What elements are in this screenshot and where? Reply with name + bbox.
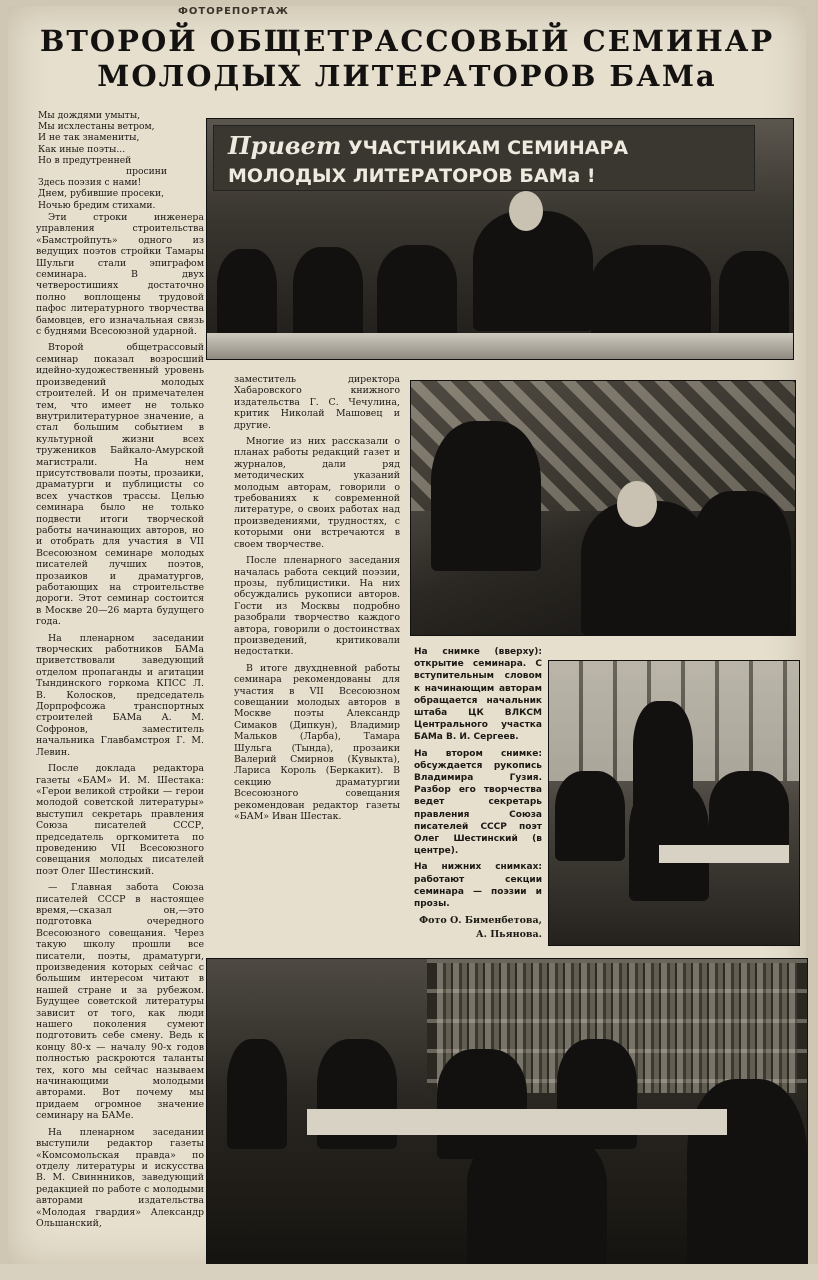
presidium-figure bbox=[591, 245, 711, 339]
participant-figure bbox=[691, 491, 791, 635]
photo-library-section bbox=[206, 958, 808, 1268]
poem-line: Ночью бредим стихами. bbox=[38, 199, 156, 211]
participant-figure bbox=[227, 1039, 287, 1149]
photo-credit bbox=[414, 914, 542, 942]
banner-line-1: УЧАСТНИКАМ СЕМИНАРА bbox=[347, 137, 629, 159]
epigraph-poem bbox=[38, 110, 198, 211]
paragraph: После доклада редактора газеты «БАМ» И. М. Шестака: «Герои великой стройки — герои молодой советской литературы» выступил секретарь правления Союза писателей СССР, председатель оргкомитета по проведению VII Всесоюзного совещания молодых писателей поэт Олег Шестинский. bbox=[36, 763, 204, 877]
poem-line: И не так знамениты, bbox=[38, 132, 140, 144]
photo-caption bbox=[414, 646, 542, 942]
presidium-table bbox=[207, 333, 793, 359]
photo-section-work bbox=[548, 660, 800, 946]
caption-paragraph: На втором снимке: обсуждается рукопись Владимира Гузия. Разбор его творчества ведет секретарь правления Союза писателей СССР поэт Олег Шестинский (в центре). bbox=[414, 748, 542, 857]
paragraph: Многие из них рассказали о планах работы редакций газет и журналов, дали ряд методических указаний молодым авторам, говорили о требованиях к современной литературе, о своих работах над произведениями, трудностях, с которыми они встречаются в своем творчестве. bbox=[234, 436, 400, 550]
participant-figure bbox=[467, 1129, 607, 1267]
paragraph: заместитель директора Хабаровского книжного издательства Г. С. Чечулина, критик Николай Машовец и другие. bbox=[234, 374, 400, 431]
paragraph: В итоге двухдневной работы семинара рекомендованы для участия в VII Всесоюзном совещании молодых авторов в Москве поэты Александр Симаков (Дипкун), Владимир Мальков (Ларба), Тамара Шульга (Тында), прозаики Валерий Смирнов (Кувыкта), Лариса Король (Беркакит). В секцию драматургии Всесоюзного совещания рекомендован редактор газеты «БАМ» Иван Шестак. bbox=[234, 662, 400, 823]
poem-line: Как иные поэты... bbox=[38, 143, 126, 155]
presidium-figure bbox=[719, 251, 789, 339]
paragraph: На пленарном заседании выступили редактор газеты «Комсомольская правда» по отделу литературы и искусства В. М. Свиннников, заведующий редакцией по работе с молодыми авторами издательства «Молодая гвардия» Александр Ольшанский, bbox=[36, 1126, 204, 1229]
table bbox=[659, 845, 789, 863]
photo-manuscript-discussion bbox=[410, 380, 796, 636]
paragraph: Второй общетрассовый семинар показал возросший идейно-художественный уровень произведений молодых строителей. И он примечателен тем, что имеет не только внутрилитературное значение, а стал большим событием в культурной жизни всех тружеников Байкало-Амурской магистрали. На нем присутствовали поэты, прозаики, драматурги и публицисты со всех участков трассы. Целью семинара было не только подвести итоги творческой работы начинающих авторов, но и отобрать для участия в VII Всесоюзном семинаре молодых писателей лучших поэтов, прозаиков и драматургов, работающих на строительстве дороги. Этот семинар состоится в Москве 20—26 марта будущего года. bbox=[36, 342, 204, 628]
article-column-1 bbox=[36, 212, 204, 1262]
participant-figure bbox=[431, 421, 541, 571]
poem-line: Но в предутренней bbox=[38, 154, 132, 166]
poem-line: Мы исхлестаны ветром, bbox=[38, 121, 155, 133]
presidium-figure bbox=[217, 249, 277, 339]
speaker-head bbox=[509, 191, 543, 231]
presidium-figure bbox=[377, 245, 457, 339]
paragraph: — Главная забота Союза писателей СССР в настоящее время,—сказал он,—это подготовка очередного Всесоюзного совещания. Через такую школу прошли все писатели, поэты, драматурги, произведения которых сейчас с большим интересом читают в нашей стране и за рубежом. Будущее советской литературы зависит от того, как люди нашего поколения сумеют подготовить себе смену. Ведь к концу 80-х — началу 90-х годов полностью раскроются таланты тех, кого мы сейчас называем начинающими молодыми авторами. Вот почему мы придаем огромное значение семинару на БАМе. bbox=[36, 882, 204, 1122]
article-column-2 bbox=[234, 374, 400, 954]
photo-seminar-opening bbox=[206, 118, 794, 360]
banner-handwritten-word: Привет bbox=[228, 131, 342, 160]
caption-paragraph: На нижних снимках: работают секции семинара — поэзии и прозы. bbox=[414, 862, 542, 910]
poem-line: Днем, рубившие просеки, bbox=[38, 188, 165, 200]
presidium-figure bbox=[293, 247, 363, 339]
banner-line-2: МОЛОДЫХ ЛИТЕРАТОРОВ БАМа ! bbox=[228, 165, 596, 187]
participant-figure bbox=[629, 781, 709, 901]
section-rubric: ФОТОРЕПОРТАЖ bbox=[178, 6, 289, 17]
poem-line: Здесь поэзия с нами! bbox=[38, 177, 142, 189]
page-bottom-edge bbox=[0, 1264, 818, 1280]
headline bbox=[8, 24, 806, 94]
poem-line: просини bbox=[126, 166, 168, 178]
paragraph: На пленарном заседании творческих работников БАМа приветствовали заведующий отделом пропаганды и агитации Тындинского горкома КПСС Л. В. Колосков, председатель Дорпрофсожа транспортных строителей БАМа А. М. Софронов, заместитель начальника Главбамстроя Г. М. Левин. bbox=[36, 632, 204, 758]
caption-paragraph: На снимке (вверху): открытие семинара. С вступительным словом к начинающим авторам обращается начальник штаба ЦК ВЛКСМ Центрального участка БАМа В. И. Сергеев. bbox=[414, 647, 542, 743]
participant-figure bbox=[555, 771, 625, 861]
welcome-banner bbox=[213, 125, 755, 191]
headline-line-2: МОЛОДЫХ ЛИТЕРАТОРОВ БАМа bbox=[97, 59, 717, 93]
participant-head bbox=[617, 481, 657, 527]
photo-credit-line: Фото О. Бименбетова, bbox=[419, 915, 542, 927]
poem-line: Мы дождями умыты, bbox=[38, 110, 141, 121]
participant-figure bbox=[687, 1079, 807, 1267]
table bbox=[307, 1109, 727, 1135]
paragraph: После пленарного заседания началась работа секций поэзии, прозы, публицистики. На них обсуждались рукописи авторов. Гости из Москвы подробно разобрали творчество каждого автора, говорили о достоинствах произведений, критиковали недостатки. bbox=[234, 555, 400, 658]
newspaper-page bbox=[8, 6, 806, 1268]
paragraph: Эти строки инженера управления строительства «Бамстройпуть» одного из ведущих поэтов стройки Тамары Шульги стали эпиграфом семинара. В двух четверостишиях достаточно полно воплощены трудовой пафос литературного творчества бамовцев, его изначальная связь с буднями Всесоюзной ударной. bbox=[36, 212, 204, 338]
photo-credit-line: А. Пьянова. bbox=[475, 929, 542, 941]
headline-line-1: ВТОРОЙ ОБЩЕТРАССОВЫЙ СЕМИНАР bbox=[39, 24, 775, 58]
